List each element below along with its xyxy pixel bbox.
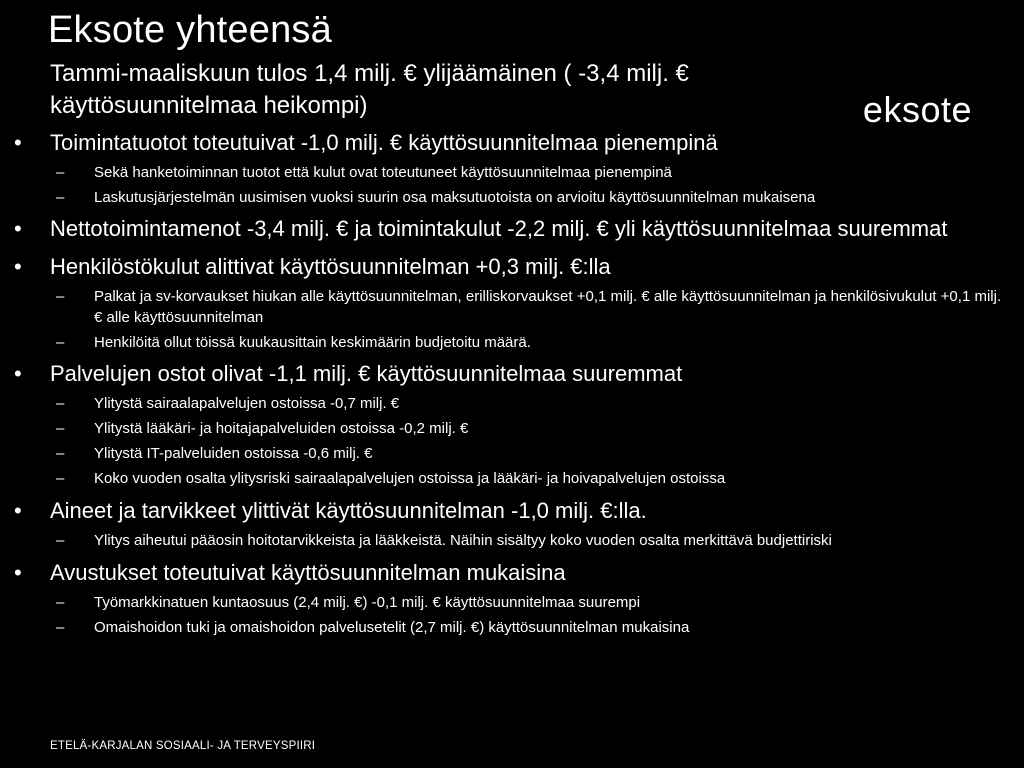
dash-icon: – bbox=[56, 532, 65, 549]
dash-icon: – bbox=[56, 420, 65, 437]
sub-bullet-list bbox=[0, 530, 1024, 551]
sub-bullet-item bbox=[0, 617, 1004, 638]
sub-bullet-item bbox=[0, 418, 1004, 439]
sub-bullet-text: Ylitystä lääkäri- ja hoitajapalveluiden ostoissa -0,2 milj. € bbox=[94, 420, 469, 437]
bullet-row bbox=[0, 558, 950, 588]
bullet-text: Henkilöstökulut alittivat käyttösuunnitelman +0,3 milj. €:lla bbox=[50, 254, 611, 279]
sub-bullet-item bbox=[0, 286, 1004, 328]
bullet-item bbox=[0, 359, 1024, 489]
bullet-text: Aineet ja tarvikkeet ylittivät käyttösuunnitelman -1,0 milj. €:lla. bbox=[50, 498, 647, 523]
bullet-row bbox=[0, 359, 950, 389]
bullet-item bbox=[0, 214, 1024, 244]
sub-bullet-item bbox=[0, 332, 1004, 353]
footer-organization: ETELÄ-KARJALAN SOSIAALI- JA TERVEYSPIIRI bbox=[50, 740, 316, 752]
bullet-dot-icon: • bbox=[14, 130, 22, 155]
sub-bullet-text: Ylitystä sairaalapalvelujen ostoissa -0,7 milj. € bbox=[94, 395, 400, 412]
sub-bullet-text: Ylitystä IT-palveluiden ostoissa -0,6 milj. € bbox=[94, 445, 373, 462]
bullet-item bbox=[0, 558, 1024, 638]
bullet-text: Avustukset toteutuivat käyttösuunnitelman mukaisina bbox=[50, 560, 566, 585]
bullet-dot-icon: • bbox=[14, 560, 22, 585]
sub-bullet-item bbox=[0, 162, 1004, 183]
sub-bullet-item bbox=[0, 443, 1004, 464]
sub-bullet-list bbox=[0, 592, 1024, 638]
sub-bullet-item bbox=[0, 530, 1004, 551]
dash-icon: – bbox=[56, 288, 65, 305]
sub-bullet-list bbox=[0, 393, 1024, 489]
bullet-item bbox=[0, 128, 1024, 208]
sub-bullet-text: Koko vuoden osalta ylitysriski sairaalapalvelujen ostoissa ja lääkäri- ja hoivapalvelujen ostoissa bbox=[94, 470, 726, 487]
bullet-list bbox=[0, 128, 1024, 638]
bullet-dot-icon: • bbox=[14, 254, 22, 279]
bullet-text: Palvelujen ostot olivat -1,1 milj. € käyttösuunnitelmaa suuremmat bbox=[50, 361, 683, 386]
bullet-text: Toimintatuotot toteutuivat -1,0 milj. € käyttösuunnitelmaa pienempinä bbox=[50, 130, 718, 155]
bullet-item bbox=[0, 496, 1024, 551]
dash-icon: – bbox=[56, 619, 65, 636]
sub-bullet-item bbox=[0, 592, 1004, 613]
dash-icon: – bbox=[56, 189, 65, 206]
sub-bullet-item bbox=[0, 187, 1004, 208]
slide-subtitle: Tammi-maaliskuun tulos 1,4 milj. € ylijäämäinen ( -3,4 milj. € käyttösuunnitelmaa heikompi) bbox=[50, 60, 689, 119]
bullet-item bbox=[0, 252, 1024, 353]
sub-bullet-text: Työmarkkinatuen kuntaosuus (2,4 milj. €) -0,1 milj. € käyttösuunnitelmaa suurempi bbox=[94, 594, 641, 611]
bullet-text: Nettotoimintamenot -3,4 milj. € ja toimintakulut -2,2 milj. € yli käyttösuunnitelmaa suuremmat bbox=[50, 216, 948, 241]
dash-icon: – bbox=[56, 445, 65, 462]
sub-bullet-text: Laskutusjärjestelmän uusimisen vuoksi suurin osa maksutuotoista on arvioitu käyttösuunnitelman mukaisena bbox=[94, 189, 816, 206]
dash-icon: – bbox=[56, 594, 65, 611]
eksote-logo: eksote bbox=[862, 89, 972, 130]
sub-bullet-list bbox=[0, 162, 1024, 208]
bullet-row bbox=[0, 128, 950, 158]
bullet-dot-icon: • bbox=[14, 216, 22, 241]
sub-bullet-list bbox=[0, 286, 1024, 353]
sub-bullet-text: Palkat ja sv-korvaukset hiukan alle käyttösuunnitelman, erilliskorvaukset +0,1 milj. € alle käyttösuunnitelman ja henkilösivukulut +0,1 milj. € alle käyttösuunnitelman bbox=[94, 288, 1002, 326]
sub-bullet-text: Omaishoidon tuki ja omaishoidon palvelusetelit (2,7 milj. €) käyttösuunnitelman mukaisina bbox=[94, 619, 690, 636]
bullet-dot-icon: • bbox=[14, 498, 22, 523]
bullet-row bbox=[0, 214, 950, 244]
sub-bullet-text: Sekä hanketoiminnan tuotot että kulut ovat toteutuneet käyttösuunnitelmaa pienempinä bbox=[94, 164, 672, 181]
dash-icon: – bbox=[56, 164, 65, 181]
sub-bullet-text: Henkilöitä ollut töissä kuukausittain keskimäärin budjetoitu määrä. bbox=[94, 334, 531, 351]
dash-icon: – bbox=[56, 334, 65, 351]
bullet-dot-icon: • bbox=[14, 361, 22, 386]
bullet-row bbox=[0, 252, 950, 282]
slide-title: Eksote yhteensä bbox=[48, 9, 332, 51]
sub-bullet-item bbox=[0, 468, 1004, 489]
bullet-row bbox=[0, 496, 950, 526]
sub-bullet-text: Ylitys aiheutui pääosin hoitotarvikkeista ja lääkkeistä. Näihin sisältyy koko vuoden osalta merkittävä budjettiriski bbox=[94, 532, 832, 549]
sub-bullet-item bbox=[0, 393, 1004, 414]
dash-icon: – bbox=[56, 395, 65, 412]
dash-icon: – bbox=[56, 470, 65, 487]
